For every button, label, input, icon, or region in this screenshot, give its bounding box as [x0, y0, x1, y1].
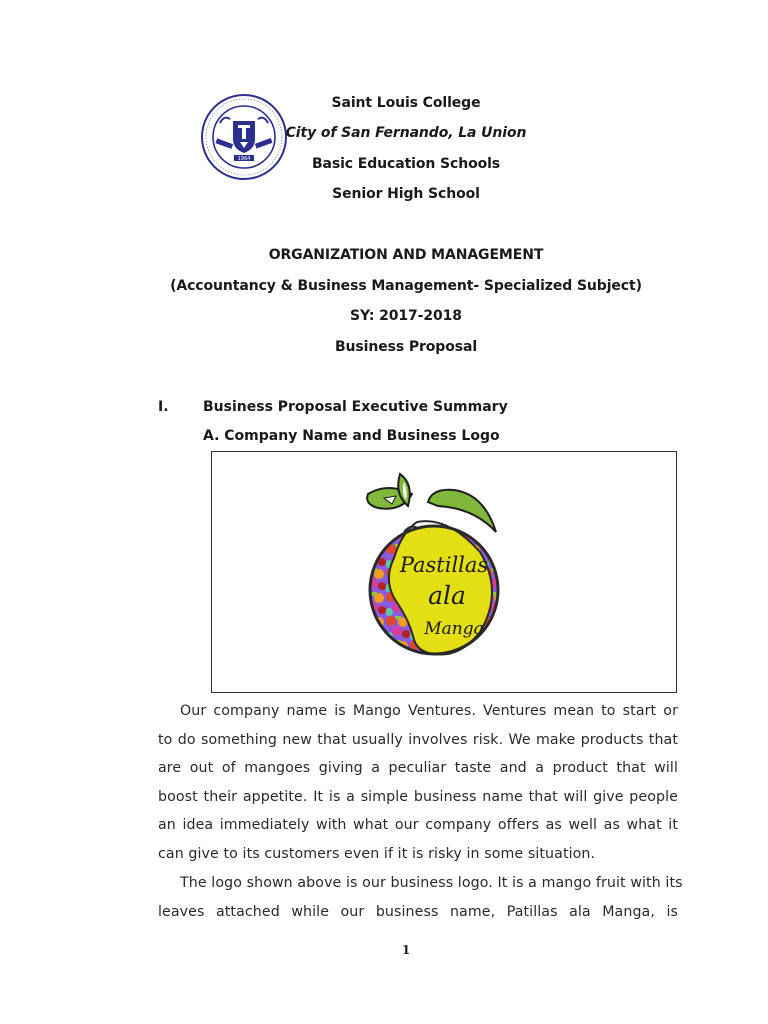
- section-number: I.: [158, 399, 169, 415]
- company-name-paragraph: [158, 697, 678, 868]
- paragraph-line: are out of mangoes giving a peculiar taste and a product that will: [158, 760, 678, 776]
- paragraph-line: to do something new that usually involves risk. We make products that: [158, 731, 678, 748]
- institution-location: City of San Fernando, La Union: [285, 125, 527, 141]
- institution-level: Senior High School: [332, 186, 480, 202]
- paragraph-line: leaves attached while our business name, Patillas ala Manga, is: [158, 903, 678, 920]
- logo-text-ala: ala: [428, 581, 466, 610]
- institution-name: Saint Louis College: [331, 95, 481, 111]
- paragraph-line: The logo shown above is our business logo. It is a mango fruit with its: [180, 875, 683, 891]
- strand-subtitle: (Accountancy & Business Management- Specialized Subject): [170, 278, 642, 294]
- subsection-title: A. Company Name and Business Logo: [203, 428, 500, 444]
- logo-text-pastillas: Pastillas: [399, 553, 489, 577]
- logo-description-paragraph: [158, 869, 683, 926]
- mango-logo-icon: [362, 472, 512, 672]
- section-title: Business Proposal Executive Summary: [203, 399, 508, 415]
- course-title: ORGANIZATION AND MANAGEMENT: [268, 247, 544, 263]
- page-number: 1: [401, 943, 411, 957]
- paragraph-line: boost their appetite. It is a simple business name that will give people: [158, 788, 678, 805]
- school-year: SY: 2017-2018: [350, 308, 462, 324]
- institution-division: Basic Education Schools: [311, 156, 501, 172]
- logo-text-manga: Manga: [424, 619, 484, 639]
- paragraph-line: Our company name is Mango Ventures. Ventures mean to start or: [180, 703, 678, 719]
- document-type: Business Proposal: [334, 339, 478, 355]
- paragraph-line: can give to its customers even if it is risky in some situation.: [158, 845, 596, 862]
- paragraph-line: an idea immediately with what our company offers as well as what it: [158, 817, 678, 833]
- business-logo-frame: [211, 451, 677, 693]
- seal-year: 1964: [237, 156, 251, 162]
